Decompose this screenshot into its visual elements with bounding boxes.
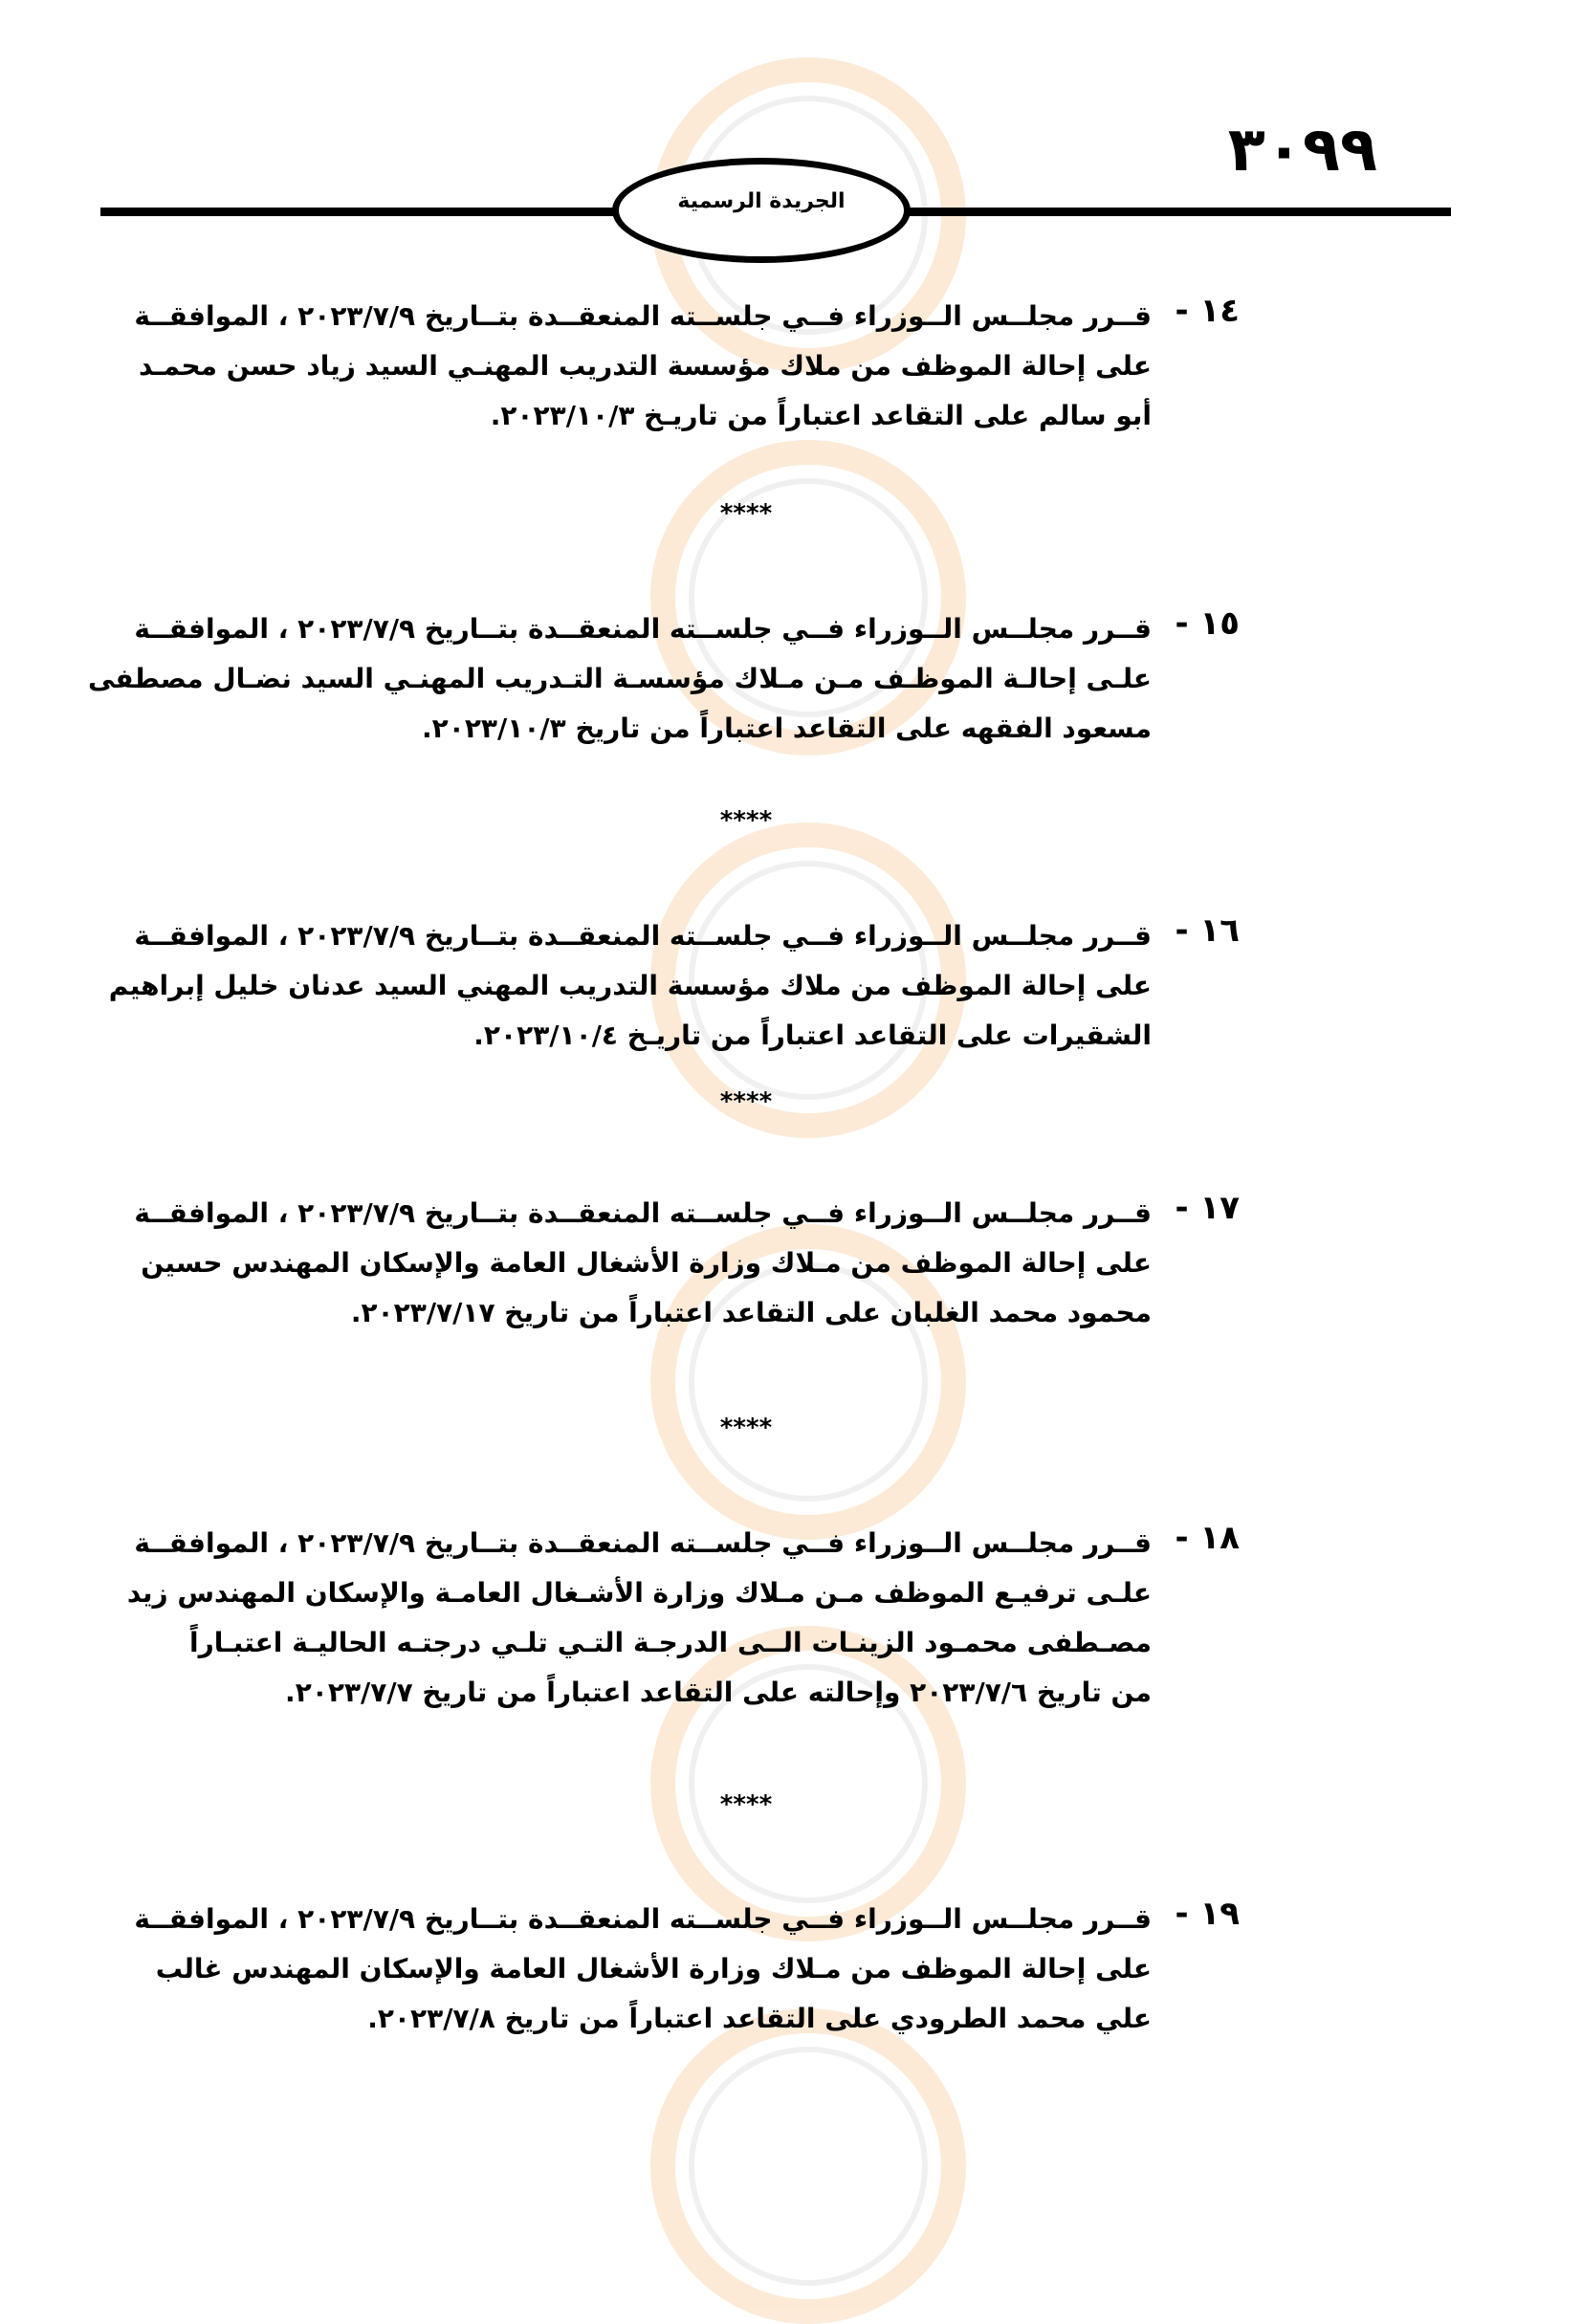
item-number: ١٨ - [1175,1519,1240,1557]
item-number: ١٧ - [1175,1189,1240,1227]
separator: **** [719,1790,773,1819]
item-line: من تاريخ ٢٠٢٣/٧/٦ وإحالته على التقاعد اعتباراً من تاريخ ٢٠٢٣/٧/٧. [285,1677,1152,1708]
item-number: ١٦ - [1175,911,1240,950]
item-line: علـى إحالـة الموظـف مـن مـلاك مؤسسـة التـدريب المهنـي السيد نضـال مصطفى [87,663,1152,694]
separator: **** [719,499,773,528]
gazette-title: الجريدة الرسمية [677,188,846,213]
item-line: على إحالة الموظف من مـلاك وزارة الأشغال العامة والإسكان المهندس غالب [155,1953,1152,1984]
item-line: على إحالة الموظف من مـلاك وزارة الأشغال العامة والإسكان المهندس حسين [141,1247,1152,1279]
item-line: قــرر مجلــس الــوزراء فــي جلســته المنعقــدة بتــاريخ ٢٠٢٣/٧/٩ ، الموافقــة [134,1527,1152,1559]
item-line: مصـطفى محمـود الزينـات الــى الدرجـة التـي تلـي درجتـه الحاليـة اعتبـاراً [189,1627,1152,1658]
item-line: علي محمد الطرودي على التقاعد اعتباراً من تاريخ ٢٠٢٣/٧/٨. [367,2003,1152,2034]
item-number: ١٥ - [1175,604,1240,643]
item-line: قــرر مجلــس الــوزراء فــي جلســته المنعقــدة بتــاريخ ٢٠٢٣/٧/٩ ، الموافقــة [134,920,1152,952]
gazette-title-oval [612,158,911,263]
item-line: على إحالة الموظف من ملاك مؤسسة التدريب المهنـي السيد زياد حسن محمـد [138,350,1152,382]
item-number: ١٤ - [1175,292,1240,330]
item-line: محمود محمد الغلبان على التقاعد اعتباراً من تاريخ ٢٠٢٣/٧/١٧. [350,1297,1152,1328]
page-number: ٣٠٩٩ [1227,115,1377,186]
item-line: قــرر مجلــس الــوزراء فــي جلســته المنعقــدة بتــاريخ ٢٠٢٣/٧/٩ ، الموافقــة [134,1197,1152,1229]
separator: **** [719,1087,773,1116]
separator: **** [719,806,773,835]
item-line: قــرر مجلــس الــوزراء فــي جلســته المنعقــدة بتــاريخ ٢٠٢٣/٧/٩ ، الموافقــة [134,1903,1152,1935]
item-line: على إحالة الموظف من ملاك مؤسسة التدريب المهني السيد عدنان خليل إبراهيم [108,970,1152,1001]
item-line: قــرر مجلــس الــوزراء فــي جلســته المنعقــدة بتــاريخ ٢٠٢٣/٧/٩ ، الموافقــة [134,300,1152,332]
item-line: الشقيرات على التقاعد اعتباراً من تاريـخ ٢٠٢٣/١٠/٤. [473,1019,1152,1051]
watermark-logo [650,2008,966,2324]
item-line: أبو سالم على التقاعد اعتباراً من تاريـخ ٢٠٢٣/١٠/٣. [490,400,1152,431]
item-line: قــرر مجلــس الــوزراء فــي جلســته المنعقــدة بتــاريخ ٢٠٢٣/٧/٩ ، الموافقــة [134,613,1152,645]
item-number: ١٩ - [1175,1895,1240,1933]
item-line: علـى ترفيـع الموظف مـن مـلاك وزارة الأشـغال العامـة والإسكان المهندس زيد [126,1577,1152,1609]
item-line: مسعود الفقهه على التقاعد اعتباراً من تاريخ ٢٠٢٣/١٠/٣. [422,713,1152,744]
separator: **** [719,1414,773,1442]
